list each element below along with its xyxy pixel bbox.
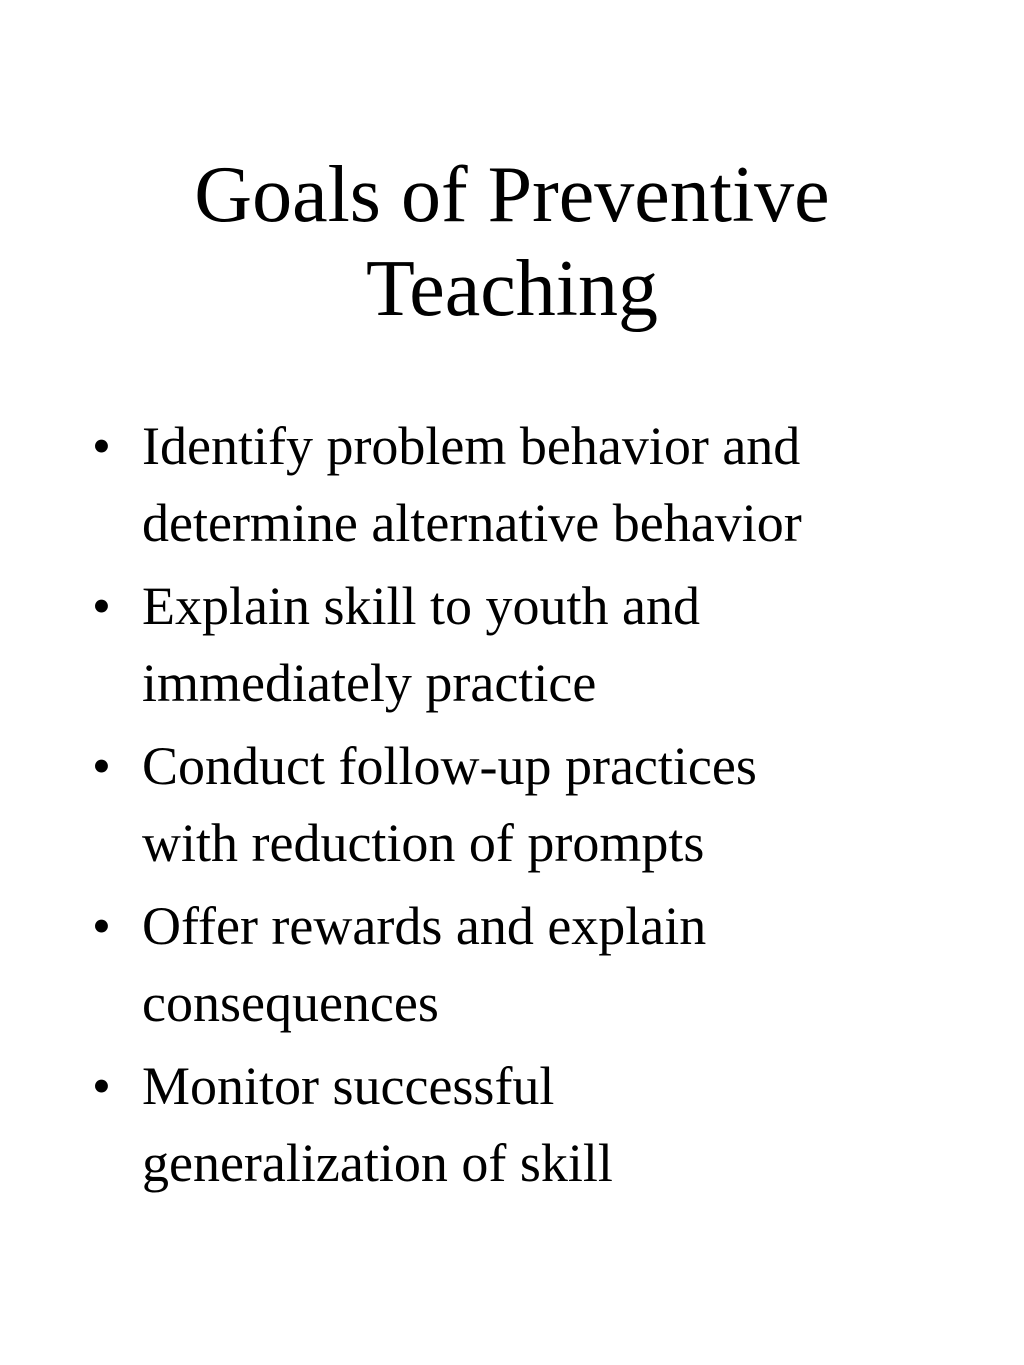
bullet-text-line: generalization of skill <box>142 1133 613 1193</box>
bullet-item <box>92 408 952 562</box>
bullet-item <box>92 888 952 1042</box>
bullet-dot-icon: • <box>92 576 111 636</box>
bullet-dot-icon: • <box>92 736 111 796</box>
bullet-text-line: Identify problem behavior and <box>142 416 801 476</box>
bullet-text-line: immediately practice <box>142 653 597 713</box>
bullet-text-line: determine alternative behavior <box>142 493 802 553</box>
bullet-text-line: Offer rewards and explain <box>142 896 707 956</box>
bullet-text-line: with reduction of prompts <box>142 813 705 873</box>
slide-title-line: Goals of Preventive <box>194 151 830 239</box>
bullet-text-line: Explain skill to youth and <box>142 576 700 636</box>
bullet-dot-icon: • <box>92 1056 111 1116</box>
bullet-item <box>92 1048 952 1202</box>
bullet-list <box>92 408 952 1208</box>
slide-title <box>0 148 1024 336</box>
bullet-dot-icon: • <box>92 896 111 956</box>
bullet-dot-icon: • <box>92 416 111 476</box>
slide-title-line: Teaching <box>365 245 659 333</box>
bullet-item <box>92 568 952 722</box>
bullet-text-line: consequences <box>142 973 439 1033</box>
bullet-item <box>92 728 952 882</box>
bullet-text-line: Conduct follow-up practices <box>142 736 757 796</box>
bullet-text-line: Monitor successful <box>142 1056 555 1116</box>
